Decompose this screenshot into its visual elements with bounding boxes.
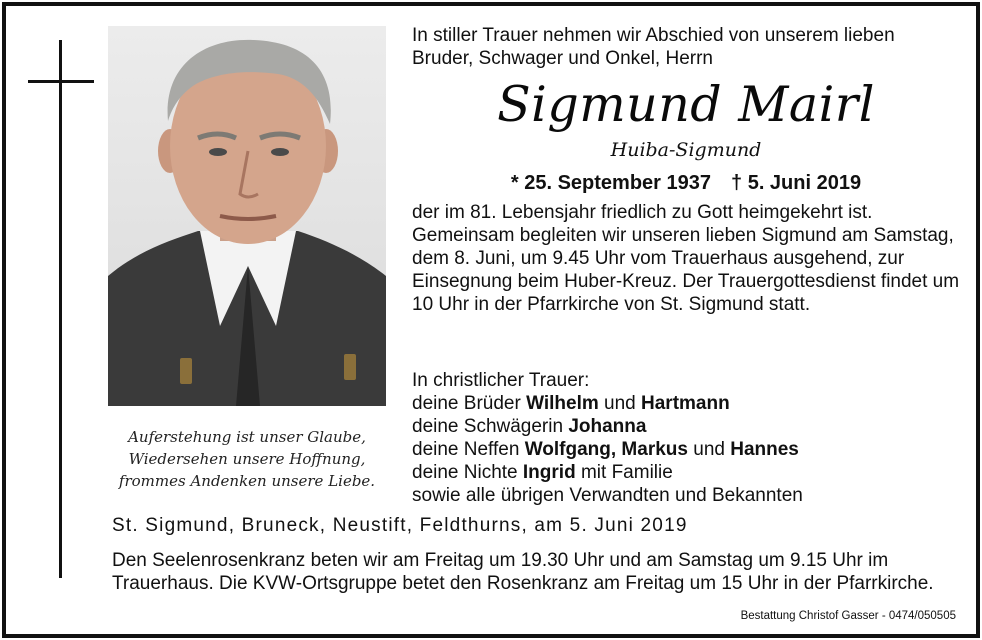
quote-line: frommes Andenken unsere Liebe.: [118, 472, 376, 490]
mourners-heading: In christlicher Trauer:: [412, 370, 590, 391]
announcement-body: [412, 201, 960, 316]
place-and-date: St. Sigmund, Bruneck, Neustift, Feldthurns, am 5. Juni 2019: [112, 515, 688, 536]
intro-text: In stiller Trauer nehmen wir Abschied von unserem lieben Bruder, Schwager und Onkel, Herrn: [412, 25, 895, 69]
deceased-nickname: Huiba-Sigmund: [610, 139, 762, 161]
body-paragraph: Gemeinsam begleiten wir unseren lieben Sigmund am Samstag, dem 8. Juni, um 9.45 Uhr vom Trauerhaus ausgehend, zur Einsegnung beim Huber-Kreuz. Der Trauergottesdienst findet um 10 Uhr in der Pfarrkirche von St. Sigmund statt.: [412, 225, 960, 315]
life-dates: [412, 170, 960, 196]
cross-icon: [59, 40, 62, 578]
memorial-quote: [108, 426, 386, 492]
mourners-niece: deine Nichte Ingrid mit Familie: [412, 462, 673, 483]
deceased-name: Sigmund Mairl: [497, 76, 875, 133]
quote-line: Wiedersehen unsere Hoffnung,: [128, 450, 366, 468]
mourners-list: [412, 369, 960, 507]
body-paragraph: der im 81. Lebensjahr friedlich zu Gott heimgekehrt ist.: [412, 202, 873, 223]
undertaker-credit: Bestattung Christof Gasser - 0474/050505: [740, 610, 956, 622]
birth-date: * 25. September 1937: [510, 172, 712, 194]
quote-line: Auferstehung ist unser Glaube,: [128, 428, 366, 446]
death-date: † 5. Juni 2019: [731, 172, 862, 194]
mourners-nephews: deine Neffen Wolfgang, Markus und Hannes: [412, 439, 799, 460]
cross-bar: [28, 80, 94, 83]
mourners-brothers: deine Brüder Wilhelm und Hartmann: [412, 393, 730, 414]
mourners-sister-in-law: deine Schwägerin Johanna: [412, 416, 647, 437]
rosary-notice: Den Seelenrosenkranz beten wir am Freitag um 19.30 Uhr und am Samstag um 9.15 Uhr im Trauerhaus. Die KVW-Ortsgruppe betet den Rosenkranz am Freitag um 15 Uhr in der Pfarrkirche.: [112, 550, 934, 594]
portrait-photo: [108, 26, 386, 406]
mourners-relatives: sowie alle übrigen Verwandten und Bekannten: [412, 485, 803, 506]
